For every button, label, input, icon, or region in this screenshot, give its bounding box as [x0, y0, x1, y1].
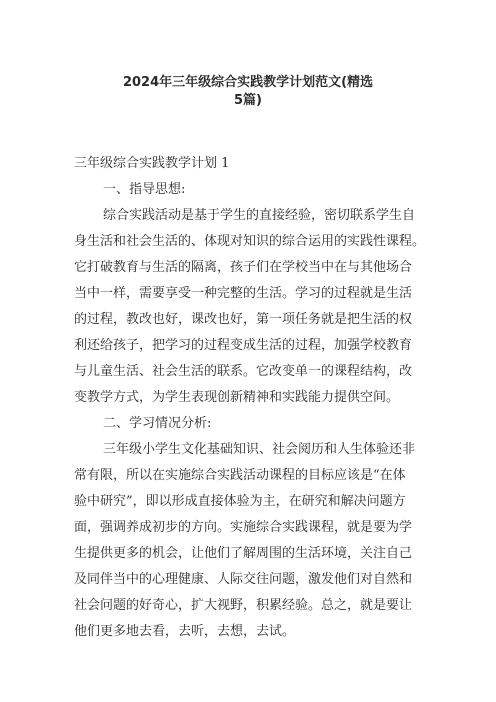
subheading: 二、学习情况分析: — [103, 416, 212, 431]
paragraph-line: 验中研究”，即以形成直接体验为主，在研究和解决问题方 — [74, 494, 406, 509]
paragraph-line: 生提供更多的机会，让他们了解周围的生活环境，关注自己 — [74, 546, 413, 561]
paragraph-line: 它打破教育与生活的隔离，孩子们在学校当中在与其他场合 — [74, 260, 413, 275]
document-title — [60, 74, 436, 110]
paragraph-line: 与儿童生活、社会生活的联系。它改变单一的课程结构，改 — [74, 364, 413, 379]
paragraph-line: 三年级小学生文化基础知识、社会阅历和人生体验还非 — [103, 442, 416, 457]
paragraph-line: 及同伴当中的心理健康、人际交往问题，激发他们对自然和 — [74, 572, 413, 587]
paragraph-line: 利还给孩子，把学习的过程变成生活的过程，加强学校教育 — [74, 338, 413, 353]
paragraph-line: 他们更多地去看，去听，去想，去试。 — [74, 624, 296, 639]
paragraph-line: 面，强调养成初步的方向。实施综合实践课程，就是要为学 — [74, 520, 413, 535]
title-line-2: 5篇) — [234, 93, 262, 108]
paragraph-line: 综合实践活动是基于学生的直接经验，密切联系学生自 — [103, 208, 416, 223]
subheading: 一、指导思想: — [103, 182, 186, 197]
section-heading: 三年级综合实践教学计划 1 — [74, 156, 230, 171]
paragraph-line: 当中一样，需要享受一种完整的生活。学习的过程就是生活 — [74, 286, 413, 301]
paragraph-line: 身生活和社会生活的、体现对知识的综合运用的实践性课程。 — [74, 234, 426, 249]
title-line-1: 2024年三年级综合实践教学计划范文(精选 — [122, 75, 374, 90]
paragraph-line: 变教学方式，为学生表现创新精神和实践能力提供空间。 — [74, 390, 400, 405]
paragraph-line: 常有限，所以在实施综合实践活动课程的目标应该是“在体 — [74, 468, 406, 483]
paragraph-line: 社会问题的好奇心，扩大视野，积累经验。总之，就是要让 — [74, 598, 413, 613]
paragraph-line: 的过程，教改也好，课改也好，第一项任务就是把生活的权 — [74, 312, 413, 327]
